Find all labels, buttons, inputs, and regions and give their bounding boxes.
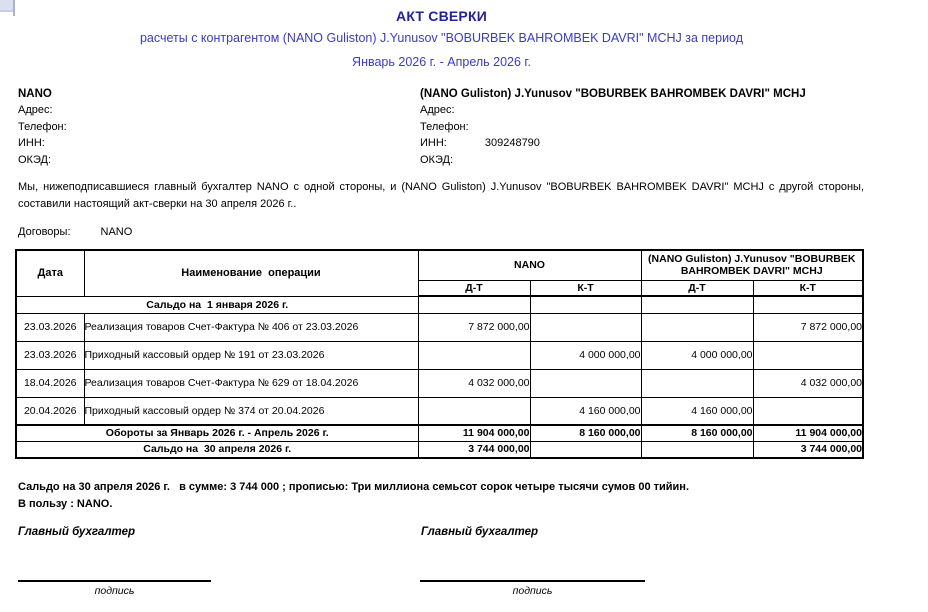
turnover-kt2: 11 904 000,00 [753,425,863,441]
closing-kt2: 3 744 000,00 [753,441,863,458]
turnover-dt1: 11 904 000,00 [418,425,530,441]
left-signature-line [18,580,211,582]
preamble-paragraph [18,179,864,212]
table-row [16,313,863,341]
row-operation: Реализация товаров Счет-Фактура № 406 от 23.03.2026 [84,313,418,341]
left-signer-title: Главный бухгалтер [18,526,136,538]
party-right-block [420,86,806,168]
row-kt1: 4 160 000,00 [530,397,641,425]
party-right-okved-label: ОКЭД: [420,153,454,166]
turnover-dt2: 8 160 000,00 [641,425,753,441]
column-header-kt1: К-Т [530,280,641,296]
right-signer-title: Главный бухгалтер [421,526,539,538]
summary-line1: Сальдо на 30 апреля 2026 г. в сумме: 3 744 000 ; прописью: Три миллиона семьсот сорок четыре тысячи сумов 00 тийин. [18,481,690,493]
preamble-line1: Мы, нижеподписавшиеся главный бухгалтер NANO с одной стороны, и (NANO Guliston) J.Yunusov "BOBURBEK BAHROMBEK DAVRI" MCHJ с другой стороны, [18,181,864,193]
opening-dt1 [418,296,530,313]
reconciliation-table [15,249,864,459]
closing-kt1 [530,441,641,458]
opening-kt2 [753,296,863,313]
right-signature-line [420,580,645,582]
row-dt2 [641,369,753,397]
row-date: 18.04.2026 [16,369,84,397]
column-header-operation: Наименование операции [84,250,418,296]
row-dt2 [641,313,753,341]
document-subtitle-line2: Январь 2026 г. - Апрель 2026 г. [352,55,531,69]
party-right-inn-value: 309248790 [484,137,540,150]
document-title: АКТ СВЕРКИ [396,8,487,24]
row-dt1: 7 872 000,00 [418,313,530,341]
left-signature-caption: подпись [94,585,135,597]
right-signature-caption: подпись [512,585,553,597]
opening-kt1 [530,296,641,313]
column-header-dt1: Д-Т [418,280,530,296]
row-operation: Приходный кассовый ордер № 191 от 23.03.2026 [84,341,418,369]
row-date: 23.03.2026 [16,341,84,369]
row-kt1 [530,313,641,341]
opening-dt2 [641,296,753,313]
table-row [16,369,863,397]
closing-dt1: 3 744 000,00 [418,441,530,458]
party-left-okved-label: ОКЭД: [18,153,52,166]
summary-line2: В пользу : NANO. [18,498,113,510]
row-kt2: 4 032 000,00 [753,369,863,397]
closing-dt2 [641,441,753,458]
party-left-block [18,86,83,168]
column-header-kt2: К-Т [753,280,863,296]
contracts-label: Договоры: [18,226,71,238]
row-kt2: 7 872 000,00 [753,313,863,341]
party-left-name: NANO [18,88,52,100]
contracts-row [18,226,132,238]
row-dt1: 4 032 000,00 [418,369,530,397]
party-left-phone-label: Телефон: [18,120,67,133]
column-group-counterparty: (NANO Guliston) J.Yunusov "BOBURBEK BAHROMBEK DAVRI" MCHJ [641,250,863,280]
turnover-row [16,425,863,441]
row-kt2 [753,341,863,369]
opening-balance-row [16,296,863,313]
party-left-inn-label: ИНН: [18,137,45,150]
party-right-address-label: Адрес: [420,104,455,117]
row-date: 23.03.2026 [16,313,84,341]
closing-balance-label: Сальдо на 30 апреля 2026 г. [16,441,418,458]
row-dt1 [418,341,530,369]
row-dt2: 4 160 000,00 [641,397,753,425]
summary-block [18,479,689,513]
preamble-line2: составили настоящий акт-сверки на 30 апреля 2026 г.. [18,197,297,210]
party-right-inn-label: ИНН: [420,137,447,150]
table-header-group-row [16,250,863,280]
turnover-kt1: 8 160 000,00 [530,425,641,441]
column-header-date: Дата [16,250,84,296]
contracts-value: NANO [100,226,133,238]
row-dt2: 4 000 000,00 [641,341,753,369]
row-date: 20.04.2026 [16,397,84,425]
column-header-dt2: Д-Т [641,280,753,296]
row-dt1 [418,397,530,425]
opening-balance-label: Сальдо на 1 января 2026 г. [16,296,418,313]
turnover-label: Обороты за Январь 2026 г. - Апрель 2026 г. [16,425,418,441]
column-group-nano: NANO [418,250,641,280]
party-right-name: (NANO Guliston) J.Yunusov "BOBURBEK BAHROMBEK DAVRI" MCHJ [420,88,806,100]
document-subtitle-line1: расчеты с контрагентом (NANO Guliston) J.Yunusov "BOBURBEK BAHROMBEK DAVRI" MCHJ за период [139,31,744,45]
document-header [0,8,883,72]
row-operation: Приходный кассовый ордер № 374 от 20.04.2026 [84,397,418,425]
row-kt1: 4 000 000,00 [530,341,641,369]
row-operation: Реализация товаров Счет-Фактура № 629 от 18.04.2026 [84,369,418,397]
party-right-phone-label: Телефон: [420,120,469,133]
table-row [16,397,863,425]
row-kt1 [530,369,641,397]
party-left-address-label: Адрес: [18,104,53,117]
closing-balance-row [16,441,863,458]
table-row [16,341,863,369]
row-kt2 [753,397,863,425]
